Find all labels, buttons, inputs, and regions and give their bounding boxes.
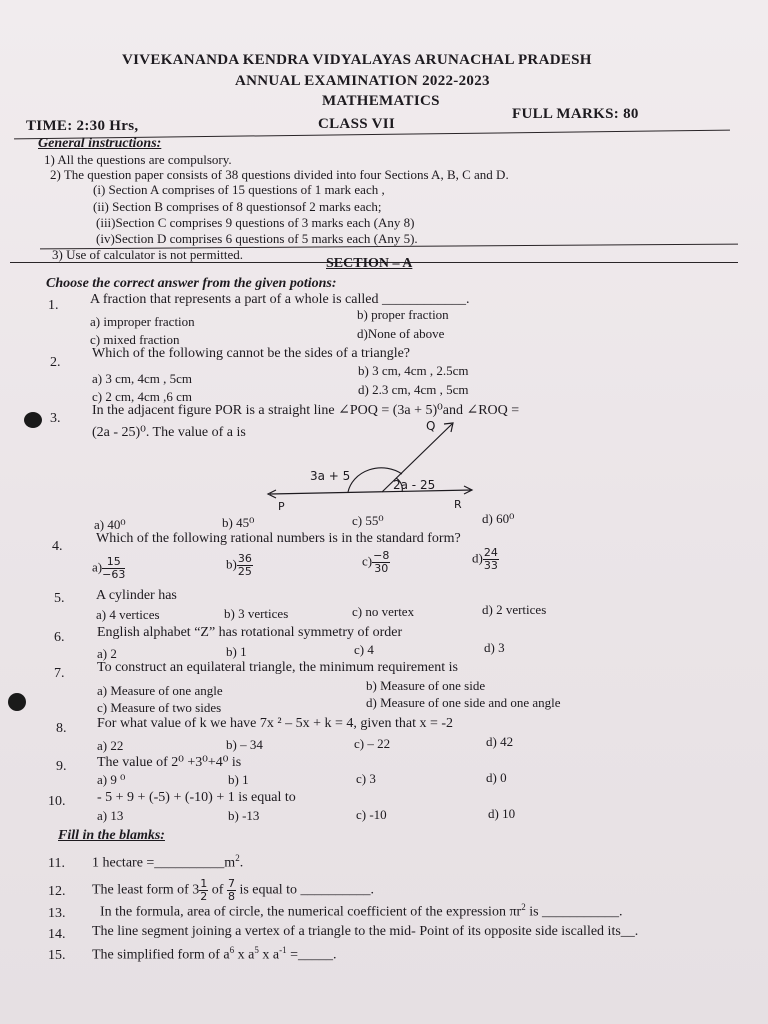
q5-number: 5. [54,591,65,606]
q12-f2-den: 8 [227,890,235,903]
q4-b-fraction [237,553,253,578]
q10-text: - 5 + 9 + (-5) + (-10) + 1 is equal to [97,790,296,805]
q11-text [92,853,243,872]
q14-text: The line segment joining a vertex of a triangle to the mid- Point of its opposite side iscalled its__. [92,924,639,939]
q7-text: To construct an equilateral triangle, the minimum requirement is [97,660,458,675]
q10-option-a: a) 13 [97,808,124,823]
q12-f1-num: 1 [200,877,208,890]
q4-d-fraction [483,547,499,572]
q9-option-a: a) 9 ⁰ [97,772,126,787]
q9-number: 9. [56,759,67,774]
q4-b-den: 25 [237,565,252,578]
q7-option-a: a) Measure of one angle [97,683,223,698]
q8-option-b: b) – 34 [226,737,263,752]
q12-text [92,878,374,903]
q2-option-d: d) 2.3 cm, 4cm , 5cm [358,382,469,397]
instruction-2iii: (iii)Section C comprises 9 questions of 3 marks each (Any 8) [96,215,415,230]
q5-text: A cylinder has [96,588,177,603]
q7-option-b: b) Measure of one side [366,678,486,693]
q4-option-b [226,553,253,578]
q10-option-d: d) 10 [488,806,516,821]
q4-number: 4. [52,539,63,554]
q6-number: 6. [54,630,65,645]
q11-number: 11. [48,856,65,871]
q4-c-fraction [372,550,390,575]
q12-f2-num: 7 [227,877,235,890]
q9-option-c: c) 3 [356,771,376,786]
full-marks: FULL MARKS: 80 [512,106,639,122]
q13-pre: In the formula, area of circle, the numerical coefficient of the expression πr [100,904,522,920]
q15-number: 15. [48,948,66,963]
q11-sup: 2 [235,853,240,863]
instruction-1: 1) All the questions are compulsory. [44,152,232,167]
q11-end: . [239,855,244,871]
q4-c-den: 30 [374,562,389,575]
q15-s2: 5 [254,945,259,955]
q4-option-a [92,556,125,581]
instruction-2ii: (ii) Section B comprises of 8 questionsof 2 marks each; [93,199,382,214]
q6-option-c: c) 4 [354,642,374,657]
q4-c-label: c) [362,553,373,569]
q8-option-a: a) 22 [97,738,124,753]
q8-option-c: c) – 22 [354,736,391,751]
q3-option-d: d) 60⁰ [482,511,515,526]
q4-a-label: a) [92,559,103,575]
q15-s3: -1 [279,945,287,955]
instruction-3: 3) Use of calculator is not permitted. [52,247,243,262]
q9-text: The value of 2⁰ +3⁰+4⁰ is [97,755,242,770]
q8-number: 8. [56,721,67,736]
q5-option-a: a) 4 vertices [96,607,160,622]
q8-option-d: d) 42 [486,734,514,749]
exam-title: ANNUAL EXAMINATION 2022-2023 [235,73,490,89]
q3-number: 3. [50,411,61,426]
q6-option-b: b) 1 [226,644,247,659]
label-poq: 3a + 5 [310,469,351,483]
q13-number: 13. [48,906,66,921]
ink-blot [24,412,42,428]
q4-d-den: 33 [483,559,498,572]
q4-option-c [362,550,390,575]
q15-p1: The simplified form of a [92,947,230,963]
q2-number: 2. [50,355,61,370]
q2-text: Which of the following cannot be the sides of a triangle? [92,346,411,361]
q1-text: A fraction that represents a part of a whole is called ____________. [90,292,470,307]
q3-option-a: a) 40⁰ [94,517,126,532]
q10-option-b: b) -13 [228,808,260,823]
instruction-2iv: (iv)Section D comprises 6 questions of 5 marks each (Any 5). [96,231,418,246]
q7-option-d: d) Measure of one side and one angle [366,695,561,710]
label-p: P [278,500,285,513]
q1-number: 1. [48,298,59,313]
time-label: TIME: 2:30 Hrs, [26,118,139,134]
q12-f1-den: 2 [200,890,208,903]
q14-number: 14. [48,927,66,942]
q6-option-d: d) 3 [484,640,505,655]
q5-option-c: c) no vertex [352,604,415,619]
q5-option-b: b) 3 vertices [224,606,289,621]
q15-p4: =_____. [286,947,337,963]
section-a-directions: Choose the correct answer from the given potions: [46,276,337,291]
q13-text [100,902,623,921]
q2-option-a: a) 3 cm, 4cm , 5cm [92,371,192,386]
q7-option-c: c) Measure of two sides [97,700,222,715]
q15-text [92,945,336,964]
q1-option-a: a) improper fraction [90,314,195,329]
q4-a-den: −63 [102,568,126,581]
label-q: Q [426,419,436,433]
q12-pre: The least form of 3 [92,882,200,898]
label-roq: 2a - 25 [393,478,436,492]
q2-option-b: b) 3 cm, 4cm , 2.5cm [358,363,469,378]
q10-number: 10. [48,794,66,809]
q7-number: 7. [54,666,65,681]
q13-post: is ___________. [525,904,623,920]
q12-frac2 [227,878,236,903]
q12-mid: of [208,882,227,898]
instruction-2i: (i) Section A comprises of 15 questions of 1 mark each , [93,182,385,197]
subject: MATHEMATICS [322,93,440,109]
q4-c-num: −8 [373,549,390,562]
q4-option-d [472,547,499,572]
q4-a-fraction [102,556,125,581]
q12-frac1 [199,878,208,903]
instruction-2: 2) The question paper consists of 38 questions divided into four Sections A, B, C and D. [50,167,509,182]
q12-number: 12. [48,884,66,899]
q3-option-c: c) 55⁰ [352,513,384,528]
q2-option-c: c) 2 cm, 4cm ,6 cm [92,389,192,404]
fill-blanks-heading: Fill in the blamks: [58,828,165,843]
q9-option-d: d) 0 [486,770,507,785]
class-label: CLASS VII [318,116,396,132]
q3-option-b: b) 45⁰ [222,515,255,530]
q6-option-a: a) 2 [97,646,117,661]
section-a-heading: SECTION – A [326,256,413,271]
q1-option-d: d)None of above [357,326,445,341]
q4-b-num: 36 [237,552,252,565]
school-name: VIVEKANANDA KENDRA VIDYALAYAS ARUNACHAL PRADESH [122,52,592,68]
q15-p3: x a [258,947,280,963]
line-por [270,490,472,494]
q13-sup: 2 [521,902,526,912]
ink-blot-2 [8,693,26,711]
q4-d-num: 24 [483,546,498,559]
q6-text: English alphabet “Z” has rotational symmetry of order [97,625,403,640]
q1-option-b: b) proper fraction [357,307,449,322]
q4-text: Which of the following rational numbers is in the standard form? [96,531,461,546]
q11-body: 1 hectare =__________m [92,855,236,871]
angle-figure [262,410,482,515]
q15-s1: 6 [229,945,235,955]
q3-text-line2: (2a - 25)⁰. The value of a is [92,425,246,440]
q4-b-label: b) [226,556,237,572]
q1-option-c: c) mixed fraction [90,332,180,347]
instructions-heading: General instructions: [38,136,162,151]
q5-option-d: d) 2 vertices [482,602,547,617]
q4-d-label: d) [472,550,483,566]
q3-text-line1: In the adjacent figure POR is a straight line ∠POQ = (3a + 5)⁰and ∠ROQ = [92,403,520,418]
q15-p2: x a [234,947,255,963]
label-r: R [454,498,462,511]
q8-text: For what value of k we have 7x ² – 5x + k = 4, given that x = -2 [97,716,454,731]
q10-option-c: c) -10 [356,807,387,822]
q12-post: is equal to __________. [235,882,375,898]
q4-a-num: 15 [102,556,125,569]
q9-option-b: b) 1 [228,772,249,787]
